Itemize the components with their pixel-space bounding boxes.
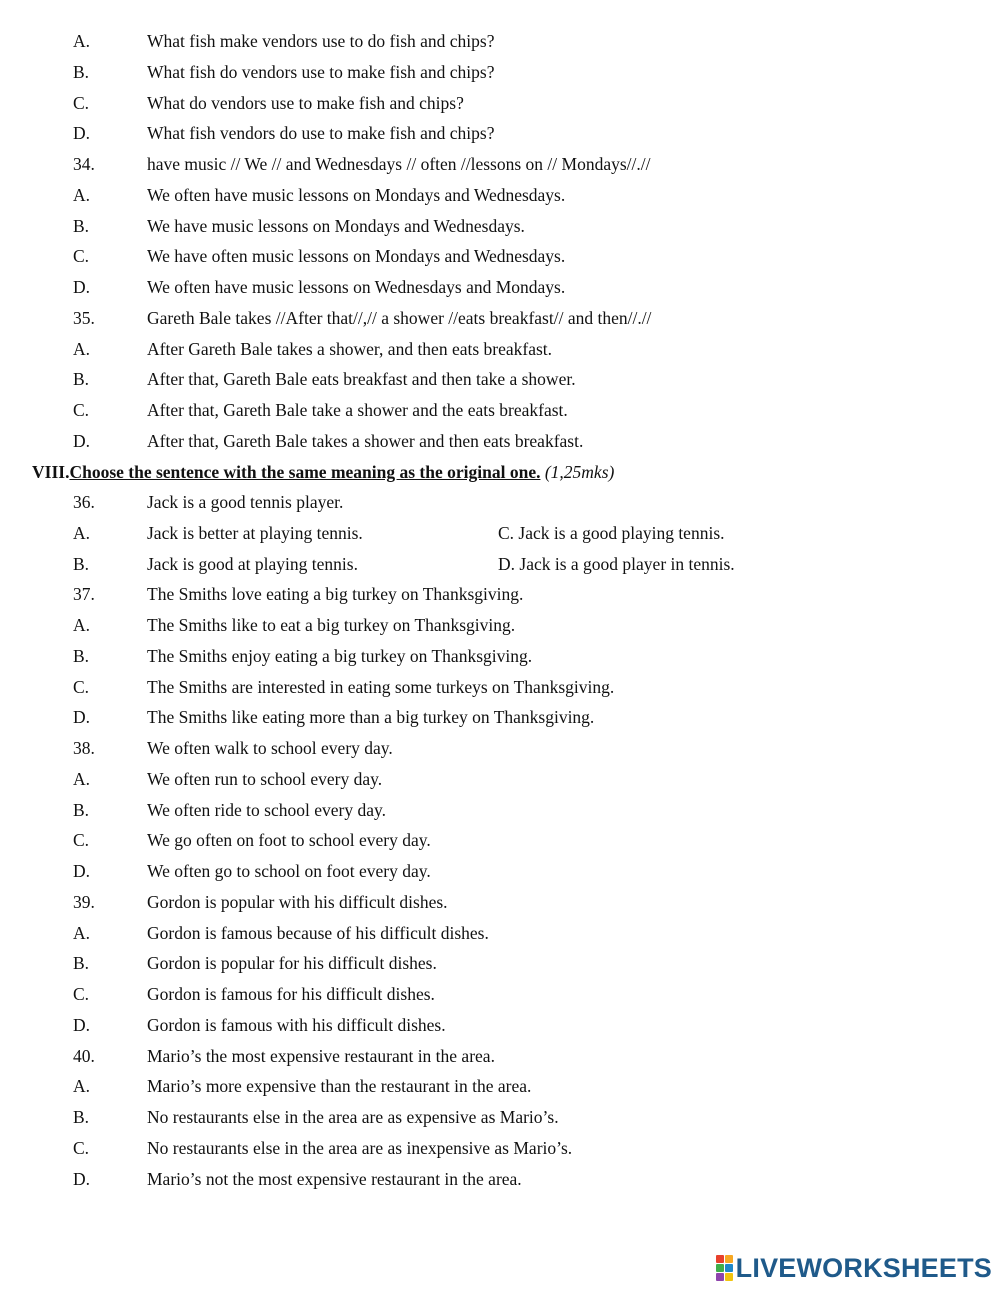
item-label: A. [73,1076,91,1097]
logo-icon [716,1255,733,1281]
question-line [0,487,1000,517]
item-text: We often walk to school every day. [147,738,393,758]
item-text: What fish vendors do use to make fish and chips? [147,123,495,144]
question-line [0,303,1000,333]
item-text: The Smiths like to eat a big turkey on Thanksgiving. [147,615,516,635]
question-line [0,149,1000,179]
item-text: What do vendors use to make fish and chips? [147,92,464,113]
item-text: Mario’s not the most expensive restaurant in the area. [147,1168,522,1189]
option-line [0,641,1000,671]
item-label: 38. [73,738,95,758]
option-line [0,1164,1000,1194]
item-label: 34. [73,154,95,174]
item-text: After Gareth Bale takes a shower, and then eats breakfast. [147,338,553,359]
option-line [0,334,1000,364]
item-text: Gordon is famous for his difficult dishes. [147,984,435,1004]
item-label: A. [73,768,91,789]
liveworksheets-logo [716,1253,992,1283]
option-line [0,57,1000,87]
item-text: We often have music lessons on Mondays and Wednesdays. [147,184,566,205]
item-text: We often have music lessons on Wednesdays and Mondays. [147,277,566,297]
item-text: We have often music lessons on Mondays and Wednesdays. [147,246,566,267]
option-line [0,672,1000,702]
item-label: D. [73,277,91,297]
item-text: We go often on foot to school every day. [147,830,431,851]
item-text: Jack is good at playing tennis. [147,553,358,574]
item-text: Gordon is famous because of his difficult dishes. [147,922,489,943]
option-line [0,610,1000,640]
item-text-second-column: C. Jack is a good playing tennis. [498,522,725,543]
option-line [0,88,1000,118]
item-text: Mario’s the most expensive restaurant in the area. [147,1045,495,1066]
option-line [0,795,1000,825]
option-line [0,364,1000,394]
item-label: B. [73,369,90,390]
logo-text: LIVEWORKSHEETS [735,1252,992,1283]
item-label: A. [73,31,91,51]
option-line [0,118,1000,148]
item-label: D. [73,707,91,728]
item-label: 39. [73,891,95,912]
item-text: We often go to school on foot every day. [147,861,431,881]
item-text: Mario’s more expensive than the restaurant in the area. [147,1076,532,1097]
item-text: The Smiths like eating more than a big turkey on Thanksgiving. [147,707,595,728]
option-line [0,918,1000,948]
item-text: Gordon is popular with his difficult dishes. [147,891,448,912]
option-line [0,856,1000,886]
item-text: Jack is better at playing tennis. [147,522,363,543]
logo-icon-square [725,1273,733,1281]
option-line [0,518,1000,548]
item-text: The Smiths love eating a big turkey on Thanksgiving. [147,584,524,605]
item-text: Gareth Bale takes //After that//,// a shower //eats breakfast// and then//.// [147,307,652,328]
item-text: The Smiths enjoy eating a big turkey on Thanksgiving. [147,645,533,666]
option-line [0,180,1000,210]
item-label: C. [73,1137,90,1158]
item-text: After that, Gareth Bale eats breakfast and then take a shower. [147,369,576,390]
section-marks: (1,25mks) [544,462,615,482]
item-label: A. [73,338,91,359]
question-line [0,579,1000,609]
option-line [0,979,1000,1009]
section-title: Choose the sentence with the same meaning as the original one. [69,462,541,482]
item-text: What fish do vendors use to make fish and chips? [147,61,495,82]
item-text: Jack is a good tennis player. [147,492,344,512]
item-text: No restaurants else in the area are as expensive as Mario’s. [147,1107,559,1127]
item-label: D. [73,123,91,144]
item-label: 36. [73,492,95,512]
item-label: A. [73,615,91,635]
item-text: We often ride to school every day. [147,799,386,820]
item-label: A. [73,922,91,943]
item-label: D. [73,430,91,451]
item-text: What fish make vendors use to do fish and chips? [147,31,495,51]
option-line [0,825,1000,855]
item-label: B. [73,1107,90,1127]
item-label: B. [73,799,90,820]
option-line [0,764,1000,794]
option-line [0,211,1000,241]
item-text: Gordon is famous with his difficult dishes. [147,1014,446,1035]
item-label: C. [73,92,90,113]
question-line [0,733,1000,763]
item-label: A. [73,184,91,205]
item-label: D. [73,1014,91,1035]
item-label: 40. [73,1045,95,1066]
item-label: C. [73,246,90,267]
option-line [0,549,1000,579]
section-number: VIII. [32,462,70,482]
logo-icon-square [725,1255,733,1263]
question-line [0,1041,1000,1071]
item-label: B. [73,215,90,236]
item-label: 35. [73,307,95,328]
logo-icon-square [725,1264,733,1272]
item-text: After that, Gareth Bale take a shower and the eats breakfast. [147,400,568,420]
item-label: C. [73,984,90,1004]
item-label: B. [73,61,90,82]
option-line [0,948,1000,978]
option-line [0,1071,1000,1101]
logo-icon-square [716,1273,724,1281]
item-text: No restaurants else in the area are as inexpensive as Mario’s. [147,1137,573,1158]
option-line [0,1010,1000,1040]
item-text: have music // We // and Wednesdays // often //lessons on // Mondays//.// [147,154,651,174]
item-text: We have music lessons on Mondays and Wednesdays. [147,215,525,236]
item-label: C. [73,400,90,420]
item-text: After that, Gareth Bale takes a shower and then eats breakfast. [147,430,584,451]
item-label: C. [73,676,90,697]
option-line [0,1102,1000,1132]
item-text: The Smiths are interested in eating some turkeys on Thanksgiving. [147,676,615,697]
option-line [0,1133,1000,1163]
item-label: B. [73,553,90,574]
option-line [0,702,1000,732]
option-line [0,241,1000,271]
item-label: 37. [73,584,95,605]
item-label: D. [73,1168,91,1189]
question-line [0,887,1000,917]
section-heading [32,457,614,487]
item-text-second-column: D. Jack is a good player in tennis. [498,553,735,574]
option-line [0,272,1000,302]
logo-icon-square [716,1255,724,1263]
option-line [0,395,1000,425]
item-label: B. [73,645,90,666]
item-label: B. [73,953,90,974]
item-label: D. [73,861,91,881]
item-text: Gordon is popular for his difficult dishes. [147,953,437,974]
option-line [0,426,1000,456]
item-label: A. [73,522,91,543]
logo-icon-square [716,1264,724,1272]
option-line [0,26,1000,56]
item-text: We often run to school every day. [147,768,383,789]
item-label: C. [73,830,90,851]
